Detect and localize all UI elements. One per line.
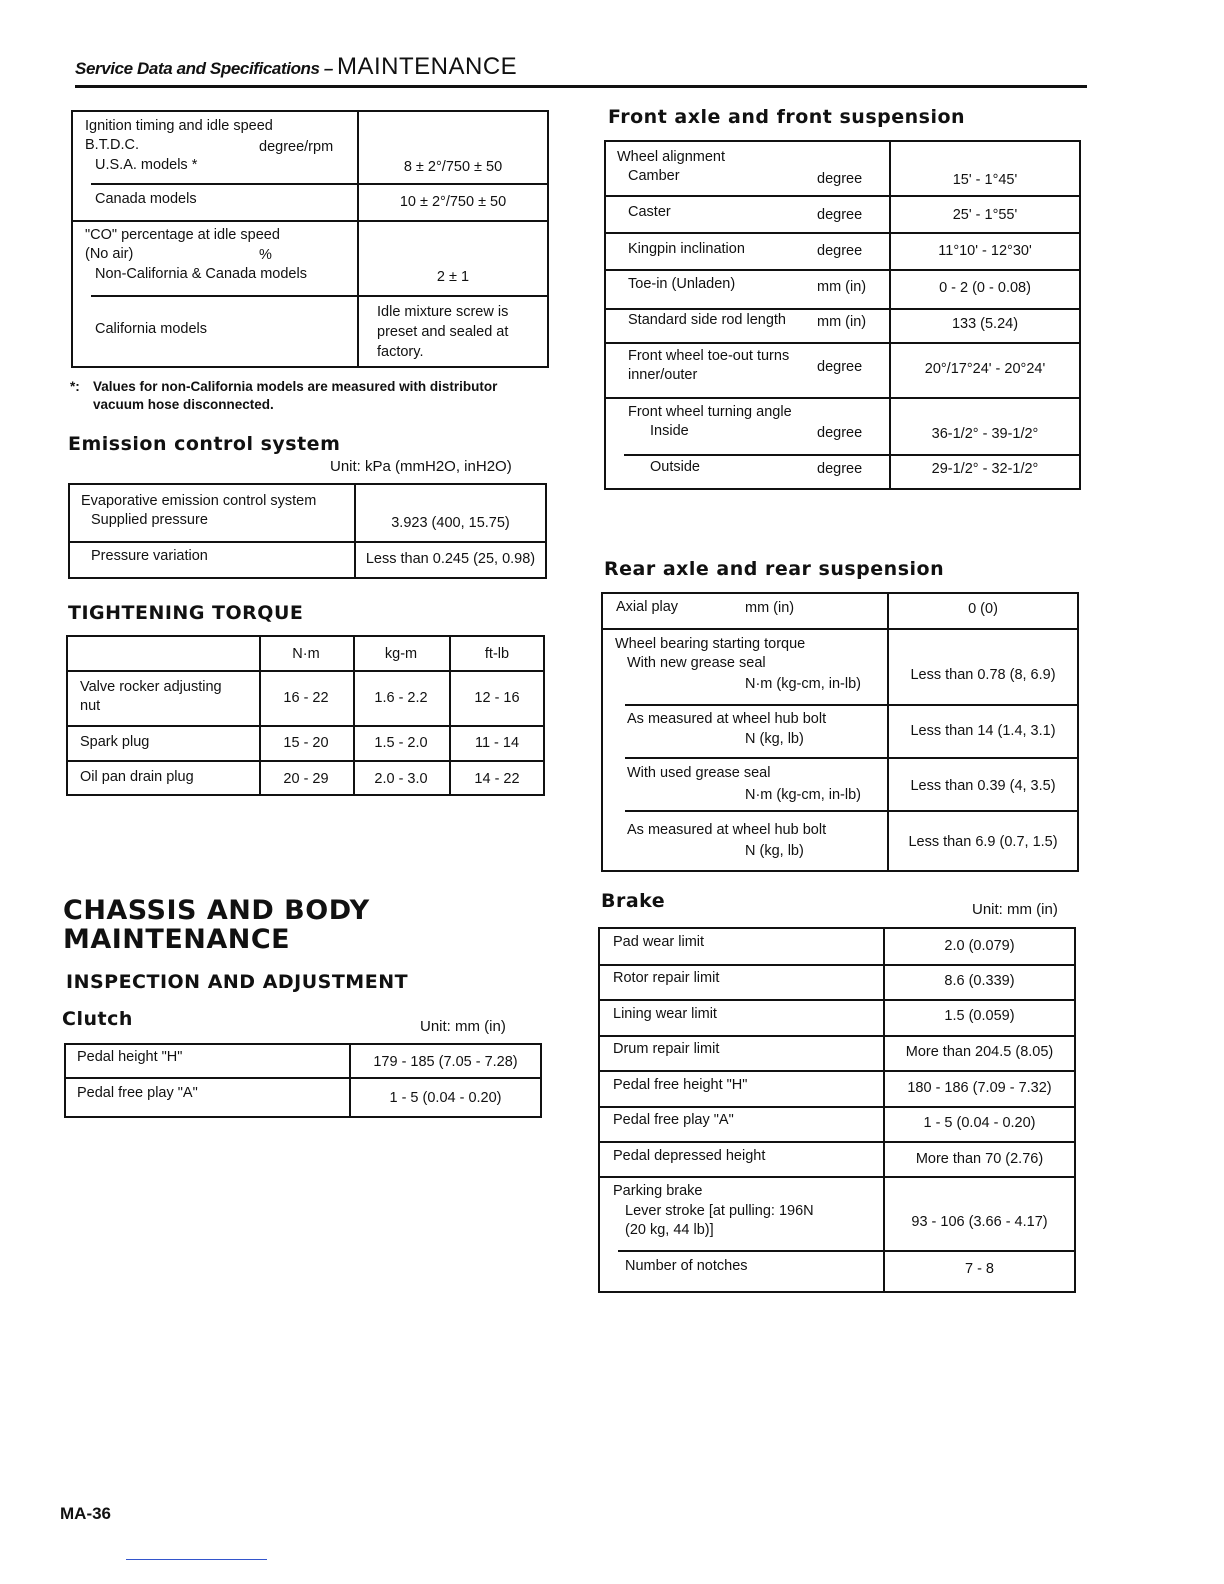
chassis-title-line1: CHASSIS AND BODY xyxy=(63,895,370,926)
pressure-variation-label: Pressure variation xyxy=(91,548,208,564)
chassis-title-line2: MAINTENANCE xyxy=(63,924,291,955)
axial-play-label: Axial play xyxy=(616,599,679,615)
canada-models-value: 10 ± 2°/750 ± 50 xyxy=(399,194,507,210)
front-row-value: 25' - 1°55' xyxy=(952,207,1018,223)
front-row-label: Toe-in (Unladen) xyxy=(628,276,736,292)
lever-stroke-value: 93 - 106 (3.66 - 4.17) xyxy=(911,1214,1048,1230)
used-seal-label: With used grease seal xyxy=(627,765,771,781)
torque-row-value: 20 - 29 xyxy=(283,771,329,787)
footnote-line1: Values for non-California models are measured with distributor xyxy=(93,379,498,394)
ignition-title: Ignition timing and idle speed xyxy=(85,118,273,134)
torque-row-label: Valve rocker adjusting xyxy=(80,679,222,695)
page-number: MA-36 xyxy=(60,1504,112,1523)
torque-row-value: 16 - 22 xyxy=(283,690,329,706)
brake-row-label: Pad wear limit xyxy=(613,934,705,950)
brake-row-label: Pedal depressed height xyxy=(613,1148,766,1164)
usa-models-label: U.S.A. models * xyxy=(95,157,198,173)
no-air-label: (No air) xyxy=(85,246,134,262)
header-section: Service Data and Specifications – xyxy=(75,59,333,78)
brake-row-label: Pedal free height "H" xyxy=(613,1077,748,1093)
brake-row-value: 1.5 (0.059) xyxy=(944,1008,1015,1024)
hub1-unit: N (kg, lb) xyxy=(745,731,804,747)
pressure-variation-value: Less than 0.245 (25, 0.98) xyxy=(365,551,536,567)
torque-row-label: Spark plug xyxy=(80,734,150,750)
brake-row-value: More than 70 (2.76) xyxy=(915,1151,1044,1167)
brake-table xyxy=(598,927,1076,1293)
emission-unit: Unit: kPa (mmH2O, inH2O) xyxy=(330,458,512,475)
front-row-value: 15' - 1°45' xyxy=(952,172,1018,188)
torque-row-value: 12 - 16 xyxy=(474,690,520,706)
brake-row-value: 2.0 (0.079) xyxy=(944,938,1015,954)
ignition-table xyxy=(71,110,549,368)
torque-title: TIGHTENING TORQUE xyxy=(68,602,304,624)
california-value-line1: Idle mixture screw is xyxy=(377,304,509,320)
brake-row-value: 1 - 5 (0.04 - 0.20) xyxy=(923,1115,1036,1131)
brake-row-label: Rotor repair limit xyxy=(613,970,720,986)
non-california-value: 2 ± 1 xyxy=(436,269,470,285)
new-seal-value: Less than 0.78 (8, 6.9) xyxy=(910,667,1056,683)
torque-row-value: 11 - 14 xyxy=(474,735,520,751)
canada-models-label: Canada models xyxy=(95,191,197,207)
clutch-row-label: Pedal free play "A" xyxy=(77,1085,198,1101)
torque-row-value: 14 - 22 xyxy=(474,771,520,787)
brake-title: Brake xyxy=(601,890,666,912)
brake-unit: Unit: mm (in) xyxy=(972,901,1058,918)
parking-brake-label: Parking brake xyxy=(613,1183,703,1199)
co-title: "CO" percentage at idle speed xyxy=(85,227,280,243)
usa-models-value: 8 ± 2°/750 ± 50 xyxy=(403,159,503,175)
california-value-line2: preset and sealed at xyxy=(377,324,509,340)
california-label: California models xyxy=(95,321,208,337)
inside-value: 36-1/2° - 39-1/2° xyxy=(931,426,1039,442)
front-row-label: Caster xyxy=(628,204,671,220)
brake-row-label: Drum repair limit xyxy=(613,1041,720,1057)
axial-play-unit: mm (in) xyxy=(745,600,795,616)
brake-row-value: More than 204.5 (8.05) xyxy=(905,1044,1054,1060)
front-row-unit: degree xyxy=(817,171,863,187)
clutch-table xyxy=(64,1043,542,1118)
torque-header-ftlb: ft-lb xyxy=(484,646,510,662)
btdc-label: B.T.D.C. xyxy=(85,137,139,153)
axial-play-value: 0 (0) xyxy=(968,601,998,617)
brake-row-label: Lining wear limit xyxy=(613,1006,717,1022)
non-california-label: Non-California & Canada models xyxy=(95,266,307,282)
hub2-label: As measured at wheel hub bolt xyxy=(627,822,827,838)
torque-row-label: Oil pan drain plug xyxy=(80,769,194,785)
rear-axle-title: Rear axle and rear suspension xyxy=(604,558,945,580)
lever-stroke-line1: Lever stroke [at pulling: 196N xyxy=(625,1203,814,1219)
evap-label: Evaporative emission control system xyxy=(81,493,317,509)
clutch-title: Clutch xyxy=(62,1008,133,1030)
hub1-value: Less than 14 (1.4, 3.1) xyxy=(910,723,1056,739)
emission-table xyxy=(68,483,547,579)
torque-row-value: 1.6 - 2.2 xyxy=(374,690,428,706)
supplied-pressure-value: 3.923 (400, 15.75) xyxy=(391,515,510,531)
emission-title: Emission control system xyxy=(68,433,341,455)
bearing-torque-label: Wheel bearing starting torque xyxy=(615,636,806,652)
co-unit: % xyxy=(259,247,272,263)
clutch-unit: Unit: mm (in) xyxy=(420,1018,506,1035)
toe-out-label-line1: Front wheel toe-out turns xyxy=(628,348,790,364)
footer-rule xyxy=(126,1559,267,1560)
clutch-row-value: 179 - 185 (7.05 - 7.28) xyxy=(373,1054,518,1070)
torque-header-kgm: kg-m xyxy=(384,646,418,662)
hub2-value: Less than 6.9 (0.7, 1.5) xyxy=(908,834,1058,850)
torque-row-label: nut xyxy=(80,698,101,714)
front-row-label: Kingpin inclination xyxy=(628,241,745,257)
toe-out-unit: degree xyxy=(817,359,863,375)
header-chapter: MAINTENANCE xyxy=(337,53,518,80)
outside-unit: degree xyxy=(817,461,863,477)
brake-row-value: 8.6 (0.339) xyxy=(944,973,1015,989)
used-seal-value: Less than 0.39 (4, 3.5) xyxy=(910,778,1056,794)
torque-table xyxy=(66,635,545,796)
brake-row-label: Pedal free play "A" xyxy=(613,1112,734,1128)
hub2-unit: N (kg, lb) xyxy=(745,843,804,859)
front-row-unit: degree xyxy=(817,243,863,259)
used-seal-unit: N·m (kg-cm, in-lb) xyxy=(745,787,861,803)
california-value-line3: factory. xyxy=(377,344,424,360)
torque-row-value: 15 - 20 xyxy=(283,735,329,751)
front-axle-table xyxy=(604,140,1081,490)
turning-angle-label: Front wheel turning angle xyxy=(628,404,792,420)
front-row-label: Camber xyxy=(628,168,680,184)
toe-out-label-line2: inner/outer xyxy=(628,367,698,383)
front-row-unit: degree xyxy=(817,207,863,223)
front-row-unit: mm (in) xyxy=(817,279,867,295)
wheel-alignment-label: Wheel alignment xyxy=(617,149,725,165)
new-seal-label: With new grease seal xyxy=(627,655,766,671)
inside-label: Inside xyxy=(650,423,689,439)
front-row-value: 133 (5.24) xyxy=(951,316,1019,332)
torque-row-value: 2.0 - 3.0 xyxy=(374,771,428,787)
notches-value: 7 - 8 xyxy=(964,1261,994,1277)
footnote-mark: *: xyxy=(70,379,80,394)
torque-row-value: 1.5 - 2.0 xyxy=(374,735,428,751)
hub1-label: As measured at wheel hub bolt xyxy=(627,711,827,727)
new-seal-unit: N·m (kg-cm, in-lb) xyxy=(745,676,861,692)
front-axle-title: Front axle and front suspension xyxy=(608,106,966,128)
toe-out-value: 20°/17°24' - 20°24' xyxy=(924,361,1046,377)
front-row-value: 0 - 2 (0 - 0.08) xyxy=(939,280,1031,296)
front-row-unit: mm (in) xyxy=(817,314,867,330)
lever-stroke-line2: (20 kg, 44 lb)] xyxy=(625,1222,714,1238)
brake-row-value: 180 - 186 (7.09 - 7.32) xyxy=(907,1080,1052,1096)
inspection-subtitle: INSPECTION AND ADJUSTMENT xyxy=(66,971,409,993)
rear-axle-table xyxy=(601,592,1079,872)
footnote-line2: vacuum hose disconnected. xyxy=(93,397,274,412)
clutch-row-value: 1 - 5 (0.04 - 0.20) xyxy=(389,1090,502,1106)
outside-label: Outside xyxy=(650,459,700,475)
clutch-row-label: Pedal height "H" xyxy=(77,1049,183,1065)
notches-label: Number of notches xyxy=(625,1258,748,1274)
inside-unit: degree xyxy=(817,425,863,441)
front-row-label: Standard side rod length xyxy=(628,312,786,328)
front-row-value: 11°10' - 12°30' xyxy=(938,243,1032,259)
supplied-pressure-label: Supplied pressure xyxy=(91,512,208,528)
torque-header-nm: N·m xyxy=(292,646,320,662)
page-header xyxy=(75,52,1087,88)
ignition-unit: degree/rpm xyxy=(259,139,334,155)
outside-value: 29-1/2° - 32-1/2° xyxy=(931,461,1039,477)
